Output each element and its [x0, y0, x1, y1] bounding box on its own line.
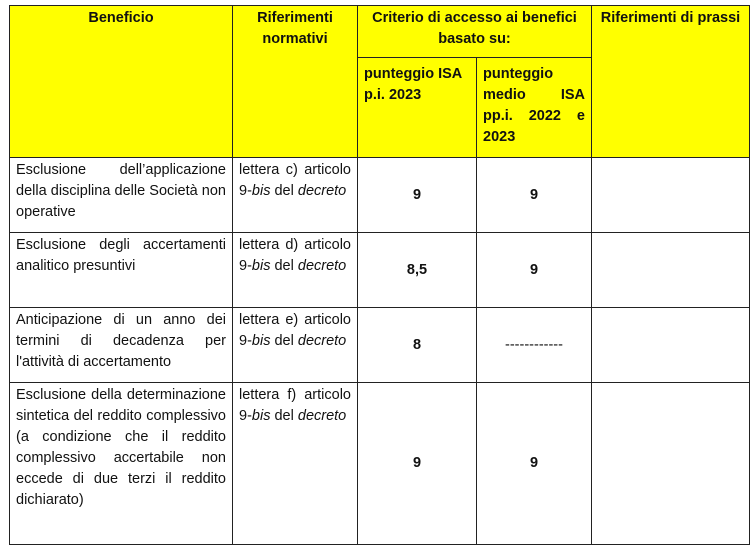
rif-prefix: lettera c) articolo 9- — [239, 162, 351, 199]
header-riferimenti-prassi: Riferimenti di prassi — [592, 6, 750, 158]
rif-mid: del — [270, 333, 298, 349]
rif-prefix: lettera d) articolo 9- — [239, 237, 351, 274]
beneficio-cell: Esclusione dell’applicazione della disciplina delle Società non operative — [10, 158, 233, 233]
rif-mid: del — [270, 183, 298, 199]
punteggio-medio-cell: 9 — [477, 233, 592, 308]
table-row — [10, 233, 750, 308]
beneficio-cell: Anticipazione di un anno dei termini di decadenza per l'attività di accertamento — [10, 308, 233, 383]
punteggio-isa-cell: 9 — [358, 158, 477, 233]
header-row — [10, 6, 750, 58]
table-row — [10, 158, 750, 233]
table-row — [10, 383, 750, 545]
riferimento-cell — [233, 158, 358, 233]
beneficio-cell: Esclusione degli accertamenti analitico presuntivi — [10, 233, 233, 308]
rif-mid: del — [270, 258, 298, 274]
prassi-cell — [592, 233, 750, 308]
prassi-cell — [592, 158, 750, 233]
rif-bis: bis — [251, 258, 271, 274]
subheader-punteggio-medio: punteggio medio ISA pp.i. 2022 e 2023 — [477, 58, 592, 158]
riferimento-cell — [233, 383, 358, 545]
rif-decreto: decreto — [297, 333, 347, 349]
rif-prefix: lettera f) articolo 9- — [239, 387, 351, 424]
rif-decreto: decreto — [297, 258, 347, 274]
rif-mid: del — [270, 408, 298, 424]
rif-bis: bis — [251, 333, 271, 349]
punteggio-isa-cell: 9 — [358, 383, 477, 545]
prassi-cell — [592, 308, 750, 383]
table-row — [10, 308, 750, 383]
riferimento-cell — [233, 308, 358, 383]
punteggio-medio-cell: 9 — [477, 158, 592, 233]
beneficio-cell: Esclusione della determinazione sintetica del reddito complessivo (a condizione che il reddito complessivo accertabile non eccede di due terzi il reddito dichiarato) — [10, 383, 233, 545]
punteggio-isa-cell: 8,5 — [358, 233, 477, 308]
rif-bis: bis — [251, 408, 271, 424]
subheader-punteggio-isa: punteggio ISA p.i. 2023 — [358, 58, 477, 158]
header-criterio: Criterio di accesso ai benefici basato su: — [358, 6, 592, 58]
rif-decreto: decreto — [297, 408, 347, 424]
punteggio-medio-cell: 9 — [477, 383, 592, 545]
header-beneficio: Beneficio — [10, 6, 233, 158]
benefici-table — [9, 5, 750, 545]
riferimento-cell — [233, 233, 358, 308]
rif-prefix: lettera e) articolo 9- — [239, 312, 351, 349]
header-riferimenti-normativi: Riferimenti normativi — [233, 6, 358, 158]
punteggio-medio-cell: ------------ — [477, 308, 592, 383]
rif-decreto: decreto — [297, 183, 347, 199]
rif-bis: bis — [251, 183, 271, 199]
punteggio-isa-cell: 8 — [358, 308, 477, 383]
prassi-cell — [592, 383, 750, 545]
